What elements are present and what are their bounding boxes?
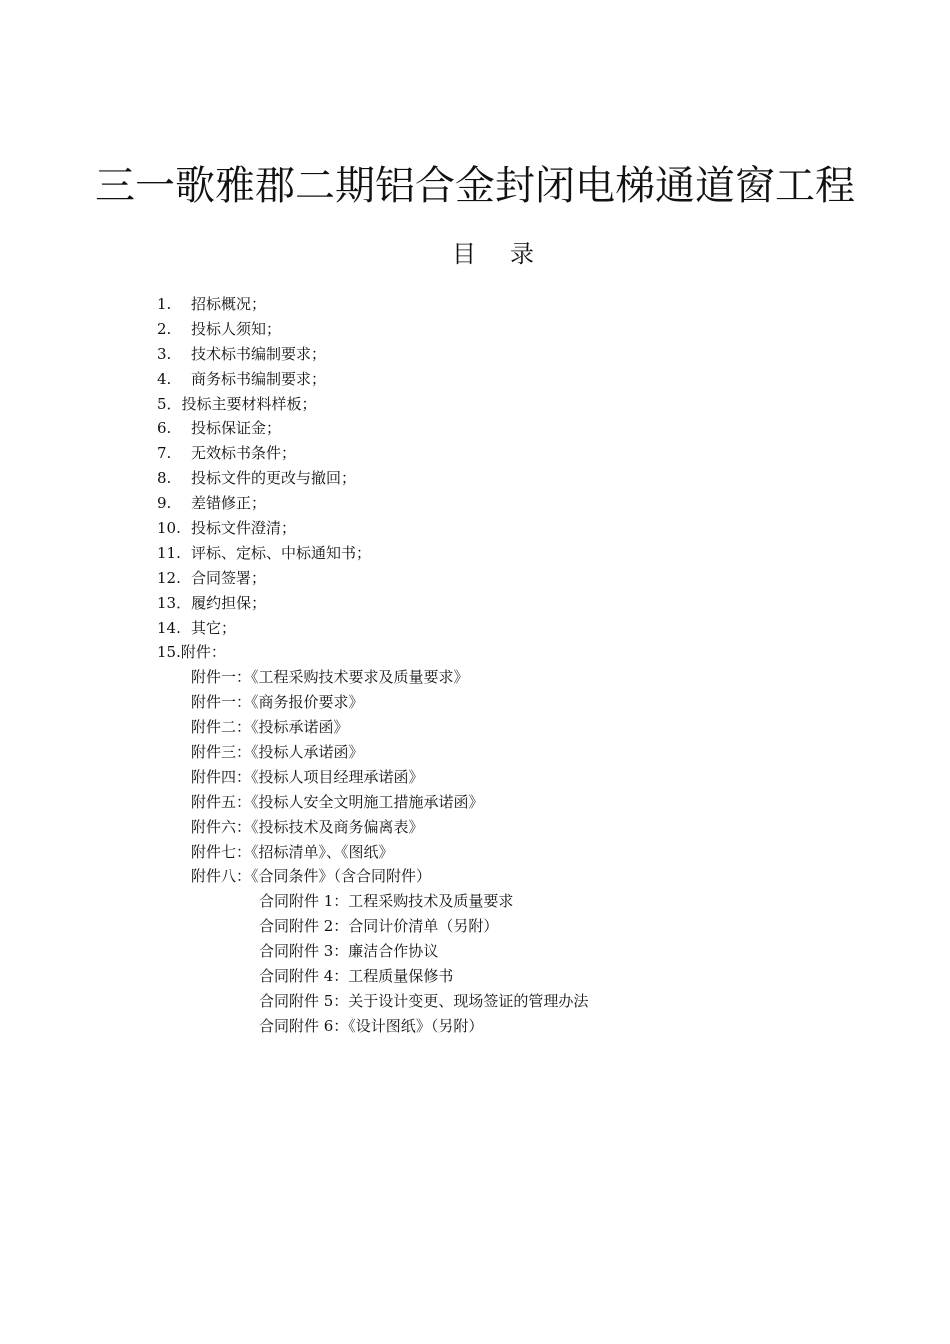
toc-item-number: 4. bbox=[157, 369, 172, 388]
toc-heading-char-2: 录 bbox=[510, 240, 534, 268]
table-of-contents bbox=[157, 292, 857, 1039]
toc-item-text: 合同签署； bbox=[191, 568, 267, 587]
toc-item-text: 投标保证金； bbox=[191, 419, 282, 438]
toc-item bbox=[157, 541, 857, 566]
toc-item bbox=[157, 367, 857, 392]
toc-item bbox=[157, 640, 857, 665]
toc-item-number: 8. bbox=[157, 469, 172, 488]
toc-item-number: 15. bbox=[157, 643, 181, 662]
toc-item-text: 投标文件澄清； bbox=[191, 519, 297, 538]
toc-item-number: 7. bbox=[157, 444, 172, 463]
toc-item-text: 差错修正； bbox=[191, 494, 267, 513]
attachment-item: 附件二：《投标承诺函》 bbox=[191, 718, 349, 737]
contract-attachment-item: 合同附件 6：《设计图纸》（另附） bbox=[259, 1016, 484, 1035]
document-title: 三一歌雅郡二期铝合金封闭电梯通道窗工程 bbox=[95, 163, 855, 209]
attachment-item: 附件七：《招标清单》、《图纸》 bbox=[191, 842, 394, 861]
toc-item bbox=[157, 491, 857, 516]
toc-item-number: 9. bbox=[157, 494, 172, 513]
toc-item-number: 10. bbox=[157, 519, 181, 538]
toc-item-number: 6. bbox=[157, 419, 172, 438]
toc-item-number: 11. bbox=[157, 543, 181, 562]
toc-item-text: 附件： bbox=[180, 643, 226, 662]
toc-item bbox=[157, 441, 857, 466]
toc-item bbox=[157, 392, 857, 417]
toc-item bbox=[157, 616, 857, 641]
toc-item-number: 13． bbox=[157, 593, 192, 612]
toc-item-number: 12. bbox=[157, 568, 181, 587]
toc-heading bbox=[0, 236, 950, 272]
toc-item bbox=[157, 416, 857, 441]
toc-item-text: 商务标书编制要求； bbox=[191, 369, 327, 388]
toc-item bbox=[157, 292, 857, 317]
toc-item-number: 2. bbox=[157, 319, 172, 338]
toc-item-number: 5． bbox=[157, 394, 182, 413]
contract-attachment-item: 合同附件 5：关于设计变更、现场签证的管理办法 bbox=[259, 991, 589, 1010]
toc-item-text: 履约担保； bbox=[191, 593, 267, 612]
toc-item-number: 1. bbox=[157, 295, 172, 313]
toc-item-text: 投标主要材料样板； bbox=[181, 394, 317, 413]
attachment-item: 附件三：《投标人承诺函》 bbox=[191, 743, 364, 762]
toc-item bbox=[157, 317, 857, 342]
contract-attachment-item: 合同附件 1：工程采购技术及质量要求 bbox=[259, 892, 514, 911]
toc-item-text: 评标、定标、中标通知书； bbox=[191, 543, 372, 562]
attachment-item: 附件八：《合同条件》（含合同附件） bbox=[191, 867, 432, 886]
contract-attachment-item: 合同附件 4：工程质量保修书 bbox=[259, 967, 454, 986]
toc-heading-char-1: 目 bbox=[452, 240, 476, 268]
toc-item bbox=[157, 516, 857, 541]
toc-item-text: 技术标书编制要求； bbox=[191, 344, 327, 363]
contract-attachment-item: 合同附件 3：廉洁合作协议 bbox=[259, 942, 439, 961]
attachment-item: 附件六：《投标技术及商务偏离表》 bbox=[191, 817, 424, 836]
toc-item-text: 其它； bbox=[191, 618, 237, 637]
toc-item-number: 3. bbox=[157, 344, 172, 363]
attachment-item: 附件一：《工程采购技术要求及质量要求》 bbox=[191, 668, 469, 687]
toc-item-number: 14. bbox=[157, 618, 181, 637]
toc-item-text: 投标文件的更改与撤回； bbox=[191, 469, 357, 488]
toc-item-text: 投标人须知； bbox=[191, 319, 282, 338]
toc-item bbox=[157, 591, 857, 616]
attachment-item: 附件五：《投标人安全文明施工措施承诺函》 bbox=[191, 792, 484, 811]
toc-item bbox=[157, 466, 857, 491]
attachment-item: 附件一：《商务报价要求》 bbox=[191, 693, 364, 712]
toc-item-text: 无效标书条件； bbox=[191, 444, 297, 463]
toc-item bbox=[157, 342, 857, 367]
toc-item-text: 招标概况； bbox=[191, 295, 267, 313]
attachment-item: 附件四：《投标人项目经理承诺函》 bbox=[191, 767, 424, 786]
contract-attachment-item: 合同附件 2：合同计价清单（另附） bbox=[259, 917, 499, 936]
toc-item bbox=[157, 566, 857, 591]
